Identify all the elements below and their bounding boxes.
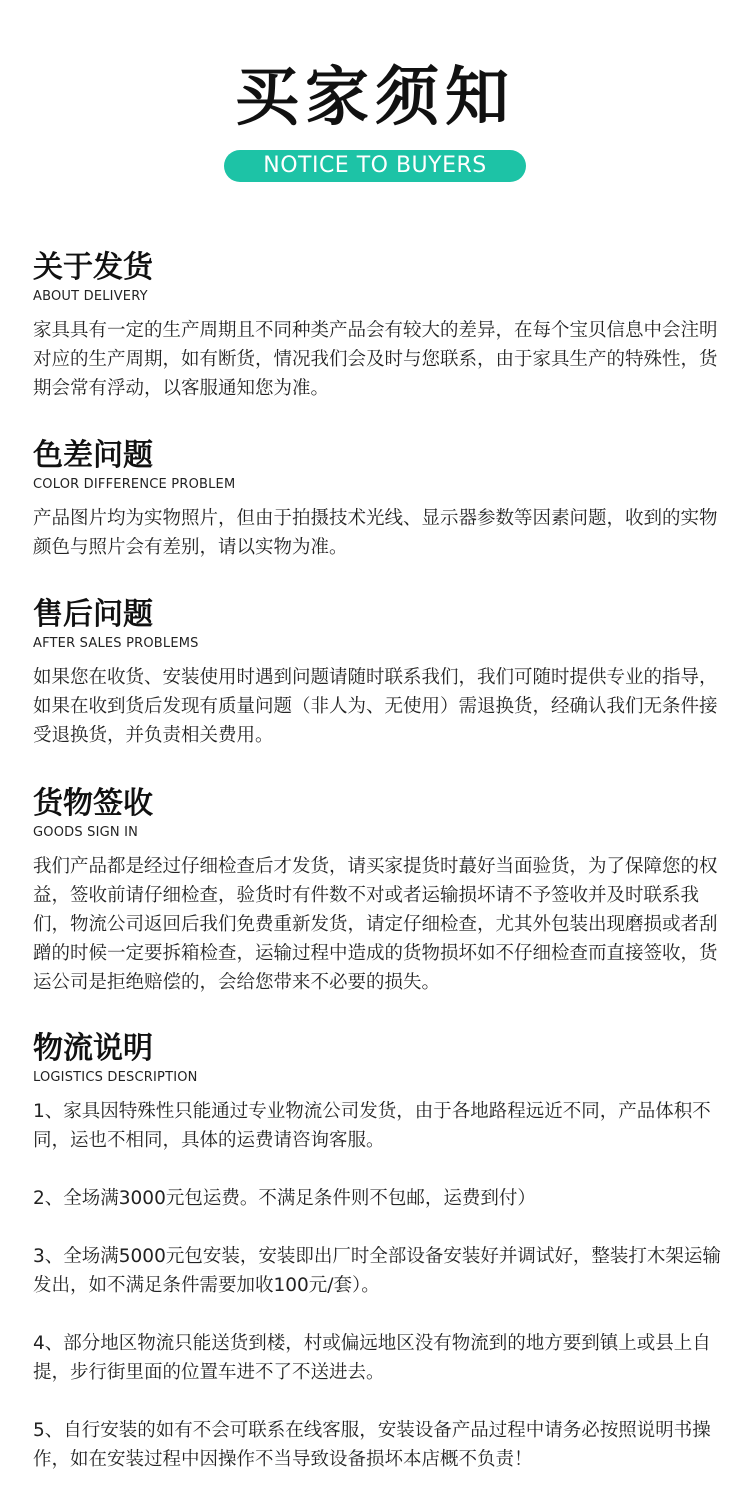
section-body — [33, 504, 723, 562]
logistics-item-1: 1、家具因特殊性只能通过专业物流公司发货，由于各地路程远近不同，产品体积不同，运也不相同，具体的运费请咨询客服。 — [33, 1101, 711, 1151]
section-color-difference — [33, 438, 723, 562]
section-subtitle: GOODS SIGN IN — [33, 825, 139, 840]
section-goods-sign-in — [33, 786, 723, 997]
logistics-item-2: 2、全场满3000元包运费。不满足条件则不包邮，运费到付） — [33, 1188, 536, 1209]
section-body — [33, 852, 723, 997]
section-body — [33, 1097, 723, 1474]
section-subtitle: AFTER SALES PROBLEMS — [33, 636, 199, 651]
section-subtitle: ABOUT DELIVERY — [33, 289, 148, 304]
section-after-sales — [33, 597, 723, 750]
section-title: 货物签收 — [33, 786, 153, 821]
section-subtitle: LOGISTICS DESCRIPTION — [33, 1070, 198, 1085]
section-body — [33, 663, 723, 750]
logistics-item-5: 5、自行安装的如有不会可联系在线客服，安装设备产品过程中请务必按照说明书操作，如在安装过程中因操作不当导致设备损坏本店概不负责！ — [33, 1420, 711, 1470]
section-paragraph: 如果您在收货、安装使用时遇到问题请随时联系我们，我们可随时提供专业的指导，如果在收到货后发现有质量问题（非人为、无使用）需退换货，经确认我们无条件接受退换货，并负责相关费用。 — [33, 667, 718, 746]
section-logistics — [33, 1031, 723, 1474]
logistics-item-4: 4、部分地区物流只能送货到楼，村或偏远地区没有物流到的地方要到镇上或县上自提，步行街里面的位置车进不了不送进去。 — [33, 1333, 711, 1383]
section-title: 色差问题 — [33, 438, 153, 473]
logistics-item-3: 3、全场满5000元包安装，安装即出厂时全部设备安装好并调试好，整装打木架运输发出，如不满足条件需要加收100元/套）。 — [33, 1246, 721, 1296]
section-paragraph: 我们产品都是经过仔细检查后才发货，请买家提货时蕞好当面验货，为了保障您的权益，签收前请仔细检查，验货时有件数不对或者运输损坏请不予签收并及时联系我们，物流公司返回后我们免费重新发货，请定仔细检查，尤其外包装出现磨损或者刮蹭的时候一定要拆箱检查，运输过程中造成的货物损坏如不仔细检查而直接签收，货运公司是拒绝赔偿的，会给您带来不必要的损失。 — [33, 856, 718, 993]
title-banner: NOTICE TO BUYERS — [224, 150, 526, 182]
section-title: 售后问题 — [33, 597, 153, 632]
section-delivery — [33, 250, 723, 403]
section-title: 物流说明 — [33, 1031, 153, 1066]
section-paragraph: 家具具有一定的生产周期且不同种类产品会有较大的差异，在每个宝贝信息中会注明对应的生产周期，如有断货，情况我们会及时与您联系，由于家具生产的特殊性，货期会常有浮动，以客服通知您为准。 — [33, 320, 718, 399]
section-subtitle: COLOR DIFFERENCE PROBLEM — [33, 477, 236, 492]
section-body — [33, 316, 723, 403]
section-title: 关于发货 — [33, 250, 153, 285]
section-paragraph: 产品图片均为实物照片，但由于拍摄技术光线、显示器参数等因素问题，收到的实物颜色与照片会有差别，请以实物为准。 — [33, 508, 718, 558]
page-title: 买家须知 — [235, 61, 515, 135]
